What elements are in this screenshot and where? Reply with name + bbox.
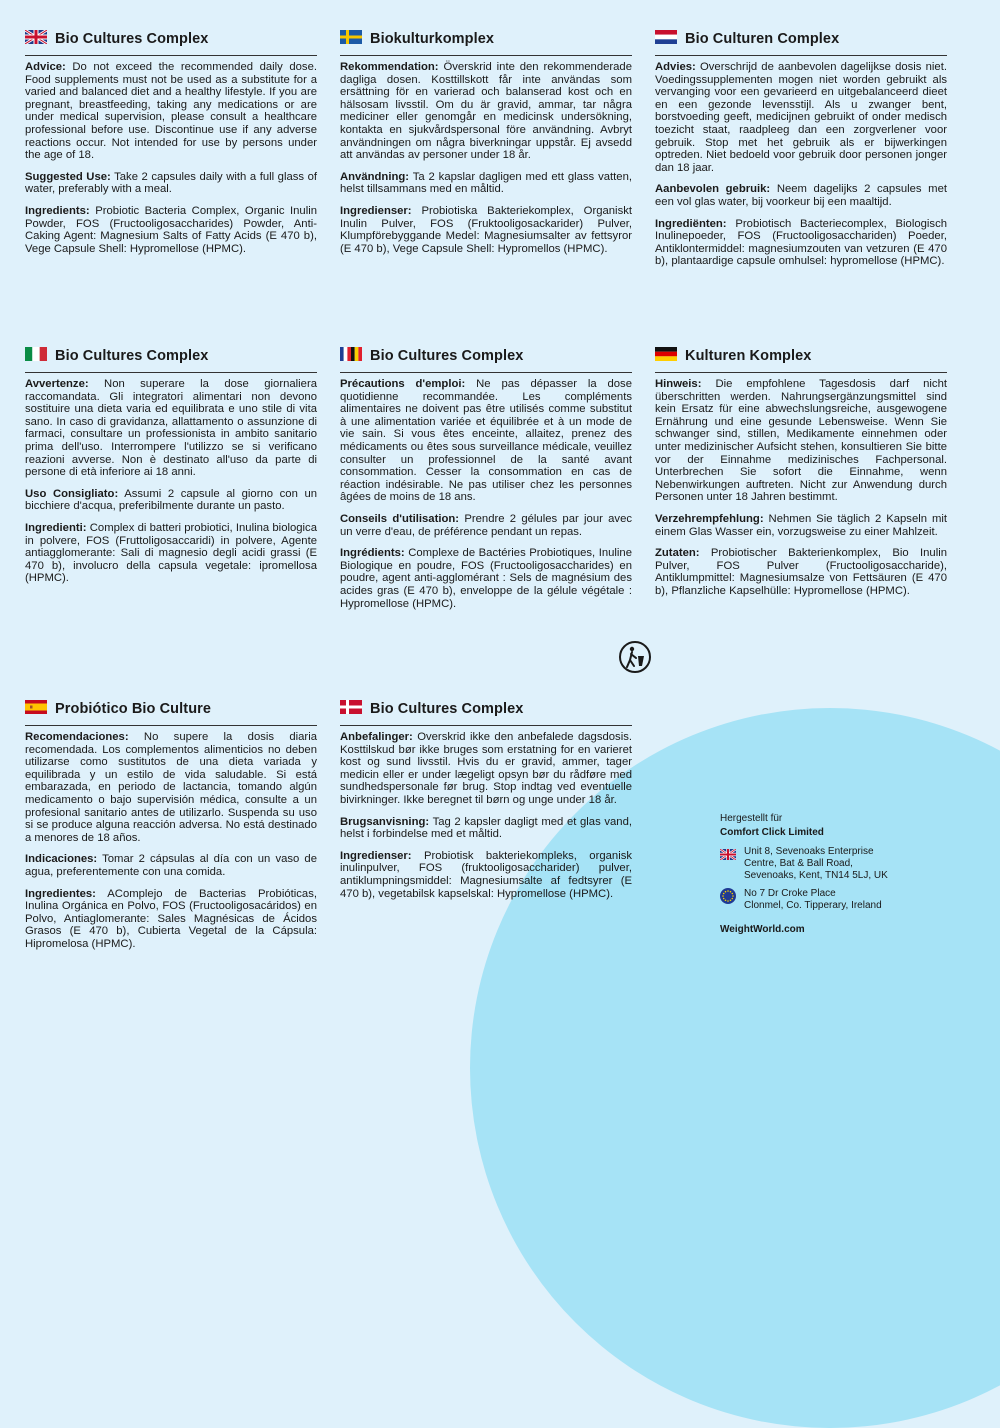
section-header [25, 347, 317, 365]
block-text: Prendre 2 gélules par jour avec un verre d'eau, de préférence pendant un repas. [340, 512, 633, 538]
uk-address-line: Sevenoaks, Kent, TN14 5LJ, UK [744, 870, 888, 881]
info-block [25, 522, 317, 585]
block-label: Ingredienser: [340, 849, 412, 862]
section-title: Probiótico Bio Culture [55, 701, 212, 717]
info-block [340, 513, 632, 538]
section-title: Bio Cultures Complex [370, 701, 524, 717]
block-text: Ta 2 kapslar dagligen med ett glass vatten, helst tillsammans med en måltid. [340, 170, 632, 196]
block-text: Överskrid inte den rekommenderade dagliga dosen. Kosttillskott får inte användas som ersättning för en varierad och balanserad kost och en hälsosam livsstil. Om du är gravid, ammar, tar några mediciner eller genomgår en medicinsk undersökning, kontakta en sjukvårdspersonal före användning. Avbryt användningen om några biverkningar uppstår. Ej avsedd att användas av personer under 18 år. [340, 61, 633, 162]
info-block [340, 378, 632, 504]
se-flag-icon [340, 30, 362, 49]
info-block [25, 488, 317, 513]
info-block [25, 888, 317, 951]
block-text: Take 2 capsules daily with a full glass of water, preferably with a meal. [25, 170, 318, 196]
section-fr [340, 347, 632, 619]
info-block [340, 61, 632, 162]
eu-flag-icon [720, 888, 736, 904]
info-block [25, 853, 317, 878]
block-label: Advies: [655, 61, 696, 73]
uk-flag-icon [25, 30, 47, 49]
block-label: Verzehrempfehlung: [655, 512, 764, 525]
divider [25, 55, 317, 56]
section-header [340, 347, 632, 365]
block-label: Hinweis: [655, 378, 702, 390]
uk-flag-icon [720, 849, 736, 860]
divider [25, 372, 317, 373]
info-block [25, 205, 317, 255]
info-block [655, 218, 947, 268]
block-label: Suggested Use: [25, 170, 111, 183]
section-header [25, 700, 317, 718]
section-es [25, 700, 317, 960]
info-block [655, 547, 947, 597]
block-label: Ingrediënten: [655, 217, 727, 230]
block-text: Complex di batteri probiotici, Inulina biologica in polvere, FOS (Fruttoligosaccaridi) in polvere, Agente antiagglomerante: Sali di magnesio degli acidi grassi (E 470 b), involucro della capsula vegetale: ipromellosa (HPMC). [25, 521, 317, 585]
divider [340, 725, 632, 726]
block-text: Die empfohlene Tagesdosis darf nicht überschritten werden. Nahrungsergänzungsmittel sind kein Ersatz für eine abwechslungsreiche, ausgewogene Ernährung und eine gesunde Lebensweise. Wenn Sie schwanger sind, stillen, Medikamente einnehmen oder unter medizinischer Aufsicht stehen, konsultieren Sie bitte vor der Einnahme medizinisches Fachpersonal. Unterbrechen Sie sofort die Einnahme, wenn Nebenwirkungen auftreten. Nicht zur Anwendung durch Personen unter 18 Jahren bestimmt. [655, 378, 947, 504]
block-text: No supere la dosis diaria recomendada. Los complementos alimenticios no deben utilizarse como sustitutos de una dieta variada y equilibrada y un estilo de vida saludable. Si está embarazada, en periodo de lactancia, tomando algún medicamento o bajo supervisión médica, consulte a un profesional sanitario antes de utilizarlo. Suspenda su uso si se produce alguna reacción adversa. No está destinado a menores de 18 años. [25, 731, 317, 844]
es-flag-icon [25, 700, 47, 719]
block-text: Neem dagelijks 2 capsules met een vol glas water, bij voorkeur bij een maaltijd. [655, 183, 948, 208]
block-text: Nehmen Sie täglich 2 Kapseln mit einem Glas Wasser ein, vorzugsweise zu einer Mahlzeit. [655, 512, 948, 538]
divider [340, 55, 632, 56]
block-label: Ingredientes: [25, 887, 96, 900]
block-text: Probiotisk bakteriekompleks, organisk inulinpulver, FOS (fruktooligosaccharider) pulver, antiklumpningsmiddel: Magnesiumsalte af fedtsyrer (E 470 b), vegetabilsk kapselskal: Hypromellose (HPMC). [340, 849, 632, 900]
block-text: Assumi 2 capsule al giorno con un bicchiere d'acqua, preferibilmente durante un pasto. [25, 487, 318, 513]
section-header [655, 347, 947, 365]
section-title: Bio Cultures Complex [55, 348, 209, 364]
block-text: Probiotischer Bakterienkomplex, Bio Inulin Pulver, FOS Pulver (Fructooligosaccharide), Antiklumpmittel: Magnesiumsalze von Fettsäuren (E 470 b), Pflanzliche Kapselhülle: Hypromellose (HPMC). [655, 547, 947, 597]
info-block [340, 731, 632, 807]
info-block [340, 205, 632, 255]
block-label: Conseils d'utilisation: [340, 512, 460, 525]
block-label: Användning: [340, 170, 410, 183]
section-en [25, 30, 317, 264]
section-title: Bio Cultures Complex [370, 348, 524, 364]
divider [25, 725, 317, 726]
block-label: Anbefalinger: [340, 731, 413, 743]
info-block [340, 547, 632, 610]
block-text: Do not exceed the recommended daily dose. Food supplements must not be used as a substitute for a varied and balanced diet and a healthy lifestyle. If you are pregnant, breastfeeding, taking any medications or are under medical supervision, please consult a healthcare professional before use. Discontinue use if any adverse reactions occur. Not intended for use by persons under the age of 18. [25, 61, 317, 162]
section-title: Bio Culturen Complex [685, 31, 840, 47]
block-label: Avvertenze: [25, 378, 89, 390]
info-block [340, 171, 632, 196]
block-text: AComplejo de Bacterias Probióticas, Inulina Orgánica en Polvo, FOS (Fructooligosacáridos) en Polvo, Antiaglomerante: Sales Magnésicas de Ácidos Grasos (E 470 b), Cubierta Vegetal de la Cápsula: Hipromelosa (HPMC). [25, 887, 317, 950]
block-text: Non superare la dose giornaliera raccomandata. Gli integratori alimentari non devono sostituire una dieta varia ed equilibrata e uno stile di vita sano. In caso di gravidanza, allattamento o assunzione di farmaci, consultare un professionista in ambito sanitario prima dell'uso. Interrompere l'utilizzo se si verificano reazioni avverse. Non è destinato all'uso da parte di persone di età inferiore ai 18 anni. [25, 378, 317, 479]
info-block [340, 850, 632, 900]
block-text: Probiotiska Bakteriekomplex, Organiskt Inulin Pulver, FOS (Fruktooligosackarider) Pulver, Klumpförebyggande Medel: Magnesiumsalter av fettsyror (E 470 b), Vege Capsule Shell: Hypromellos (HPMC). [340, 204, 633, 255]
info-block [25, 61, 317, 162]
block-label: Ingredienser: [340, 204, 412, 217]
block-text: Probiotic Bacteria Complex, Organic Inulin Powder, FOS (Fructooligosaccharides) Powder, Anti-Caking Agent: Magnesium Salts of Fatty Acids (E 470 b), Vege Capsule Shell: Hypromellose (HPMC). [25, 204, 318, 255]
info-block [25, 731, 317, 844]
uk-address [744, 846, 888, 882]
section-nl [655, 30, 947, 277]
divider [655, 55, 947, 56]
block-label: Aanbevolen gebruik: [655, 183, 771, 196]
block-label: Recomendaciones: [25, 731, 129, 743]
divider [340, 372, 632, 373]
block-label: Brugsanvisning: [340, 815, 430, 828]
divider [655, 372, 947, 373]
block-label: Uso Consigliato: [25, 487, 119, 500]
nl-flag-icon [655, 30, 677, 49]
block-text: Tomar 2 cápsulas al día con un vaso de agua, preferentemente con una comida. [25, 853, 317, 878]
section-title: Kulturen Komplex [685, 348, 812, 364]
section-header [25, 30, 317, 48]
info-block [25, 378, 317, 479]
section-da [340, 700, 632, 909]
info-block [340, 816, 632, 841]
section-title: Biokulturkomplex [370, 31, 495, 47]
info-block [655, 378, 947, 504]
block-label: Précautions d'emploi: [340, 378, 466, 390]
de-flag-icon [655, 347, 677, 366]
info-block [655, 183, 947, 208]
section-header [340, 700, 632, 718]
section-title: Bio Cultures Complex [55, 31, 209, 47]
section-sv [340, 30, 632, 264]
recycling-symbol-icon [618, 640, 652, 674]
block-label: Ingredienti: [25, 521, 87, 534]
company-name: Comfort Click Limited [720, 827, 824, 838]
block-text: Probiotisch Bacteriecomplex, Biologisch Inulinepoeder, FOS (Fructooligosacchariden) Poeder, Antiklontermiddel: magnesiumzouten van vetzuren (E 470 b), plantaardige capsule omhulsel: hypromellose (HPMC). [655, 217, 947, 268]
block-label: Ingrédients: [340, 547, 405, 560]
section-header [340, 30, 632, 48]
section-it [25, 347, 317, 594]
frbe-flag-icon [340, 347, 362, 366]
block-label: Rekommendation: [340, 61, 439, 73]
block-label: Advice: [25, 61, 66, 73]
block-text: Overschrijd de aanbevolen dagelijkse dosis niet. Voedingssupplementen mogen niet worden gebruikt als vervanging voor een gevarieerd en uitgebalanceerd dieet en een gezonde levensstijl. Als u zwanger bent, borstvoeding geeft, medicijnen gebruikt of onder medisch toezicht staat, raadpleeg dan een zorgverlener voor gebruik. Stop met het gebruik als er bijwerkingen optreden. Niet bedoeld voor gebruik door personen jonger dan 18 jaar. [655, 61, 947, 174]
info-block [25, 171, 317, 196]
block-text: Tag 2 kapsler dagligt med et glas vand, helst i forbindelse med et måltid. [340, 815, 632, 841]
it-flag-icon [25, 347, 47, 366]
section-de [655, 347, 947, 607]
uk-address-line: Unit 8, Sevenoaks Enterprise [744, 846, 874, 857]
info-block [655, 513, 947, 538]
eu-address [744, 888, 882, 912]
block-label: Zutaten: [655, 547, 700, 560]
manufacturer-contact [720, 813, 920, 935]
block-label: Indicaciones: [25, 853, 98, 866]
block-text: Overskrid ikke den anbefalede dagsdosis. Kosttilskud bør ikke bruges som erstatning for en varieret kost og sund livsstil. Hvis du er gravid, ammer, tager medicin eller er under lægeligt opsyn bør du rådføre med sundhedspersonale før brug. Stop indtag ved eventuelle bivirkninger. Ikke beregnet til børn og unge under 18 år. [340, 731, 632, 806]
block-text: Complexe de Bactéries Probiotiques, Inuline Biologique en poudre, FOS (Fructooligosaccharides) en poudre, agent anti-agglomérant : Sels de magnésium des acides gras (E 470 b), enveloppe de la gélule végétale : Hypromellose (HPMC). [340, 547, 632, 610]
info-block [655, 61, 947, 174]
section-header [655, 30, 947, 48]
eu-address-line: No 7 Dr Croke Place [744, 888, 836, 899]
website: WeightWorld.com [720, 924, 805, 935]
block-label: Ingredients: [25, 204, 90, 217]
block-text: Ne pas dépasser la dose quotidienne recommandée. Les compléments alimentaires ne doivent pas être utilisés comme substitut à une alimentation variée et équilibrée et à un mode de vie sain. Si vous êtes enceinte, allaitez, prenez des médicaments ou êtes sous surveillance médicale, veuillez consulter un professionnel de la santé avant consommation. Cesser la consommation en cas de réaction indésirable. Ne pas utiliser chez les personnes âgées de moins de 18 ans. [340, 378, 632, 504]
made-for-label: Hergestellt für [720, 813, 783, 824]
eu-address-line: Clonmel, Co. Tipperary, Ireland [744, 900, 882, 911]
dk-flag-icon [340, 700, 362, 719]
uk-address-line: Centre, Bat & Ball Road, [744, 858, 853, 869]
